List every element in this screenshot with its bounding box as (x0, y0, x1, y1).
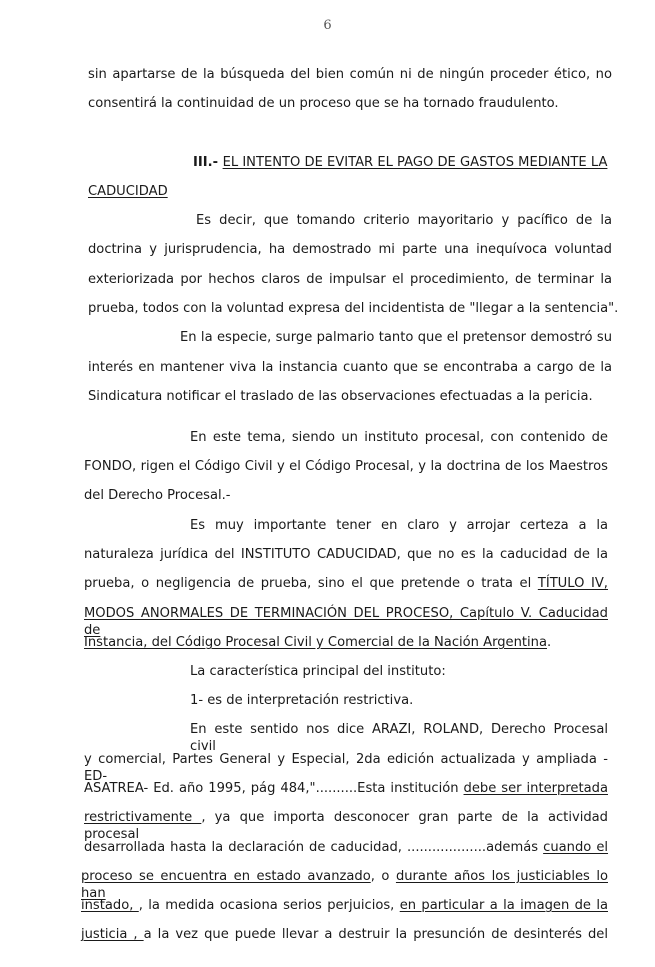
quote-underlined: cuando el (543, 840, 609, 855)
text-span: , o (370, 869, 396, 884)
text-line: doctrina y jurisprudencia, ha demostrado mi parte una inequívoca voluntad (88, 242, 612, 257)
text-line: Es muy importante tener en claro y arrojar certeza a la (190, 518, 608, 533)
quote-underlined: durante años los justiciables lo han (81, 869, 608, 901)
section-number: III.- (193, 155, 223, 170)
text-line (84, 575, 608, 592)
text-line: y comercial, Partes General y Especial, 2da edición actualizada y ampliada - ED- (84, 752, 608, 784)
text-span: , la medida ocasiona serios perjuicios, (138, 898, 400, 913)
text-span: . (547, 635, 552, 650)
text-line: consentirá la continuidad de un proceso que se ha tornado fraudulento. (88, 96, 559, 111)
text-line: del Derecho Procesal.- (84, 488, 231, 503)
text-line: En este tema, siendo un instituto procesal, con contenido de (190, 430, 608, 445)
citation-underlined: MODOS ANORMALES DE TERMINACIÓN DEL PROCESO, Capítulo V. Caducidad de (84, 606, 608, 638)
text-span: desarrollada hasta la declaración de caducidad, ...................además (84, 840, 544, 855)
quote-underlined: debe ser interpretada (463, 781, 608, 796)
text-line (81, 897, 608, 914)
text-line: En la especie, surge palmario tanto que el pretensor demostró su (180, 330, 612, 345)
text-line: En este sentido nos dice ARAZI, ROLAND, Derecho Procesal civil (190, 722, 608, 754)
quote-underlined: proceso se encuentra en estado avanzado (81, 869, 371, 884)
citation-underlined: Instancia, del Código Procesal Civil y Comercial de la Nación Argentina (84, 635, 547, 650)
text-line: sin apartarse de la búsqueda del bien común ni de ningún proceder ético, no (88, 67, 612, 82)
text-line (84, 809, 608, 843)
text-line: naturaleza jurídica del INSTITUTO CADUCIDAD, que no es la caducidad de la (84, 547, 608, 562)
section-heading (193, 154, 607, 171)
quote-underlined: instado, (81, 898, 139, 913)
text-line (84, 634, 551, 651)
text-line: FONDO, rigen el Código Civil y el Código Procesal, y la doctrina de los Maestros (84, 459, 608, 474)
section-title-cont: CADUCIDAD (88, 184, 168, 199)
text-span: ASATREA- Ed. año 1995, pág 484,"..........Esta institución (84, 781, 464, 796)
text-line: exteriorizada por hechos claros de impulsar el procedimiento, de terminar la (88, 272, 612, 287)
quote-underlined: en particular a la imagen de la (399, 898, 608, 913)
text-line (84, 839, 608, 856)
text-line: Es decir, que tomando criterio mayoritario y pacífico de la (196, 213, 612, 228)
text-line: Sindicatura notificar el traslado de las observaciones efectuadas a la pericia. (88, 389, 593, 404)
section-title: EL INTENTO DE EVITAR EL PAGO DE GASTOS MEDIANTE LA (222, 155, 608, 170)
text-span: a la vez que puede llevar a destruir la presunción de desinterés del (143, 927, 608, 942)
text-span: prueba, o negligencia de prueba, sino el que pretende o trata el (84, 576, 538, 591)
text-line: prueba, todos con la voluntad expresa del incidentista de "llegar a la sentencia". (88, 301, 619, 316)
text-line (84, 780, 608, 797)
text-span: , ya que importa desconocer gran parte de la actividad procesal (84, 810, 608, 842)
list-item: 1- es de interpretación restrictiva. (190, 693, 414, 708)
page-number: 6 (323, 18, 332, 33)
quote-underlined: restrictivamente (84, 810, 202, 825)
quote-underlined: justicia , (81, 927, 144, 942)
text-line: La característica principal del instituto: (190, 664, 446, 679)
citation-underlined: TÍTULO IV, (537, 576, 608, 591)
text-line: interés en mantener viva la instancia cuanto que se encontraba a cargo de la (88, 360, 612, 375)
text-line (81, 926, 608, 943)
